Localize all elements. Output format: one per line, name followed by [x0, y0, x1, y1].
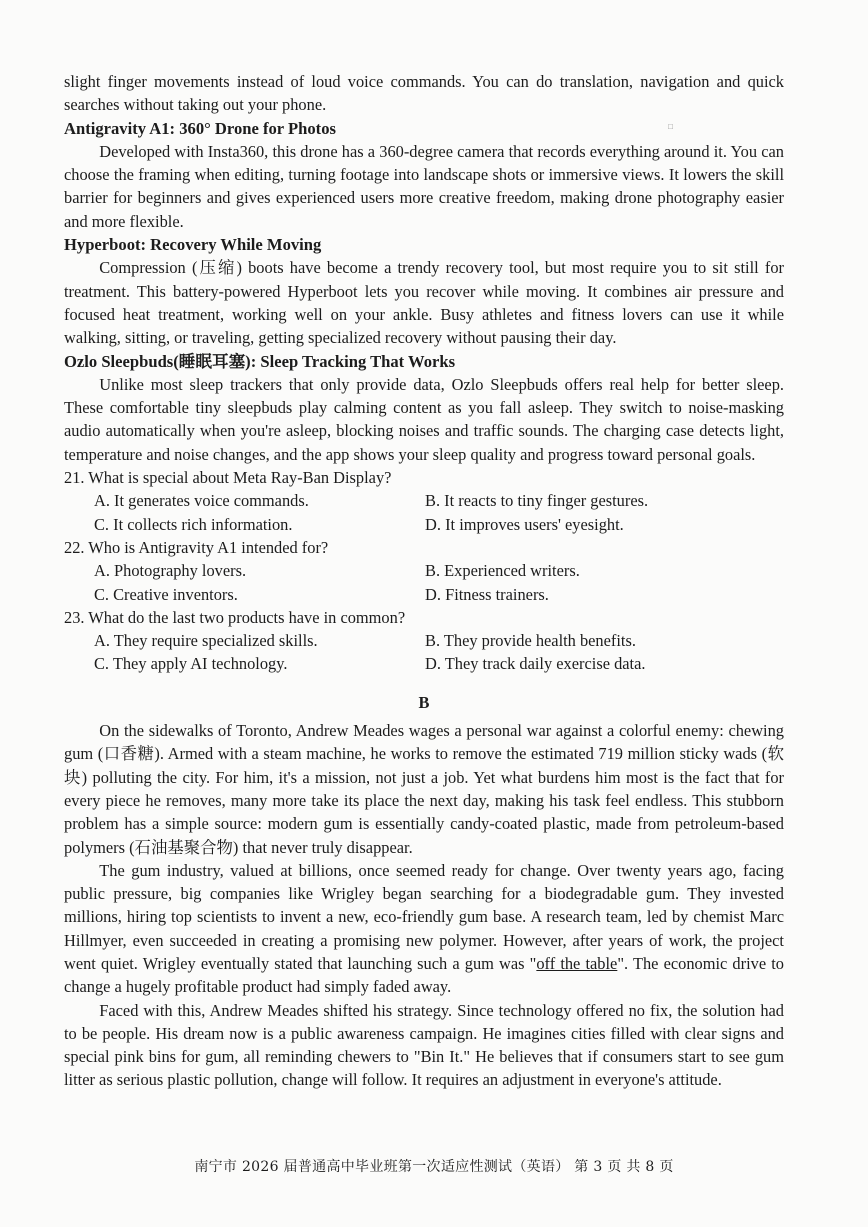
option-b: B. They provide health benefits.: [425, 631, 636, 651]
question-22: [64, 536, 784, 606]
option-c: C. They apply AI technology.: [94, 654, 288, 674]
product-ozlo: [64, 350, 784, 466]
product-text: Developed with Insta360, this drone has a 360-degree camera that records everything around it. You can choose the framing when editing, turning footage into landscape shots or immersive views. It lowers the skill barrier for beginners and gives experienced users more creative freedom, making drone photography easier and more flexible.: [64, 141, 784, 231]
option-d: D. Fitness trainers.: [425, 584, 549, 604]
option-a: A. Photography lovers.: [94, 561, 247, 581]
passage-b-paragraph-1: On the sidewalks of Toronto, Andrew Meades wages a personal war against a colorful enemy: chewing gum (口香糖). Armed with a steam machine, he works to remove the estimated 719 million sticky wads (软块) polluting the city. For him, it's a mission, not just a job. Yet what burdens him most is the fact that for every piece he removes, many more take its place the next day, making his task feel endless. This stubborn problem has a simple source: modern gum is essentially candy-coated plastic, made from petroleum-based polymers (石油基聚合物) that never truly disappear.: [64, 721, 784, 857]
product-heading: Antigravity A1: 360° Drone for Photos: [64, 118, 336, 138]
question-stem: 23. What do the last two products have in common?: [64, 607, 406, 627]
option-d: D. It improves users' eyesight.: [425, 514, 624, 534]
option-b: B. It reacts to tiny finger gestures.: [425, 491, 649, 511]
option-c: C. Creative inventors.: [94, 584, 238, 604]
passage-b-paragraph-3: Faced with this, Andrew Meades shifted his strategy. Since technology offered no fix, the solution had to be people. His dream now is a public awareness campaign. He imagines cities filled with clear signs and special pink bins for gum, all reminding chewers to "Bin It." He believes that if consumers start to see gum litter as serious plastic pollution, change will follow. It requires an adjustment in everyone's attitude.: [64, 1000, 784, 1090]
product-heading: Hyperboot: Recovery While Moving: [64, 235, 322, 255]
section-b-heading: B: [418, 692, 430, 712]
option-d: D. They track daily exercise data.: [425, 654, 646, 674]
product-hyperboot: [64, 233, 784, 349]
page-footer: 南宁市 2026 届普通高中毕业班第一次适应性测试（英语） 第 3 页 共 8 页: [194, 1159, 674, 1175]
option-b: B. Experienced writers.: [425, 561, 580, 581]
question-23: [64, 606, 784, 676]
passage-a-intro-tail: slight finger movements instead of loud voice commands. You can do translation, navigation and quick searches without taking out your phone.: [64, 72, 784, 115]
option-row: [64, 652, 784, 675]
option-row: [64, 583, 784, 606]
option-c: C. It collects rich information.: [94, 514, 293, 534]
question-stem: 21. What is special about Meta Ray-Ban Display?: [64, 468, 392, 488]
option-row: [64, 489, 784, 512]
scan-speck: □: [668, 122, 673, 131]
option-a: A. They require specialized skills.: [94, 631, 318, 651]
option-row: [64, 559, 784, 582]
option-row: [64, 513, 784, 536]
product-heading: Ozlo Sleepbuds(睡眠耳塞): Sleep Tracking That Works: [64, 351, 456, 371]
product-antigravity: [64, 117, 784, 233]
paragraph-text: ". The economic drive to change a hugely profitable product had simply faded away.: [64, 953, 784, 997]
option-row: [64, 629, 784, 652]
option-a: A. It generates voice commands.: [94, 491, 309, 511]
underlined-phrase: off the table: [536, 953, 618, 973]
product-text: Unlike most sleep trackers that only provide data, Ozlo Sleepbuds offers real help for better sleep. These comfortable tiny sleepbuds play calming content as you fall asleep. They switch to noise-masking audio automatically when you're asleep, blocking noises and traffic sounds. The charging case detects light, temperature and noise changes, and the app shows your sleep quality and progress toward personal goals.: [64, 374, 784, 464]
question-21: [64, 466, 784, 536]
paragraph-text: The gum industry, valued at billions, once seemed ready for change. Over twenty years ago, facing public pressure, big companies like Wrigley began searching for a biodegradable gum. They invested millions, hiring top scientists to invent a new, eco-friendly gum base. A research team, led by chemist Marc Hillmyer, even succeeded in creating a promising new polymer. However, after years of work, the project went quiet. Wrigley eventually stated that launching such a gum was ": [64, 860, 784, 973]
question-stem: 22. Who is Antigravity A1 intended for?: [64, 537, 329, 557]
passage-b-paragraph-2: [64, 859, 784, 999]
product-text: Compression (压缩) boots have become a trendy recovery tool, but most require you to sit still for treatment. This battery-powered Hyperboot lets you recover while moving. It combines air pressure and focused heat treatment, working well on your ankle. Busy athletes and fitness lovers can use it while walking, sitting, or traveling, getting specialized recovery without pausing their day.: [64, 258, 784, 348]
